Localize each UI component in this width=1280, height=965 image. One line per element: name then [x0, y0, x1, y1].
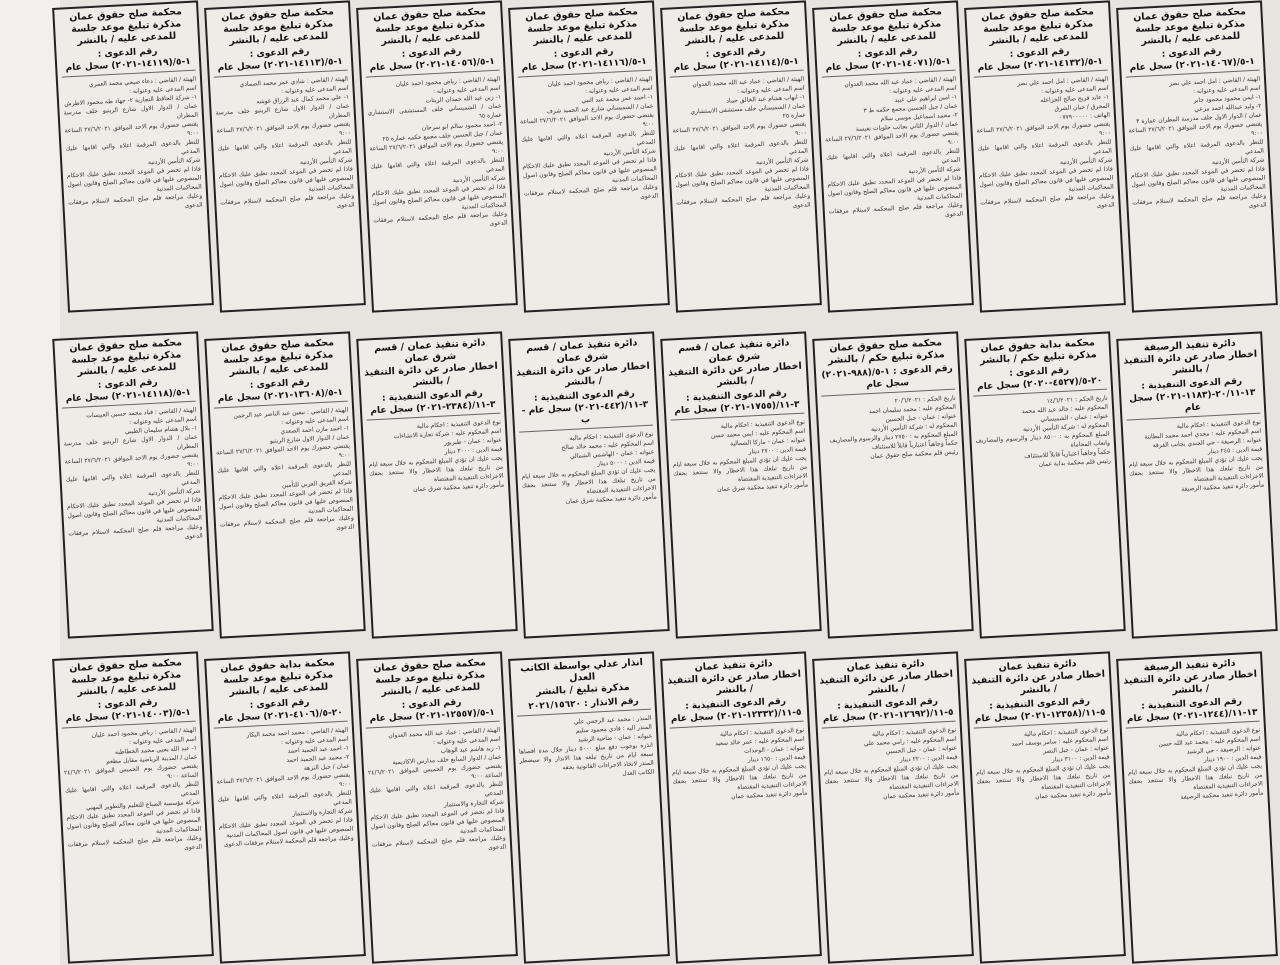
- notice-heading: محكمة صلح حقوق عمان مذكرة تبليغ موعد جلسة للمدعى عليه / بالنشر: [372, 657, 487, 698]
- case-number: رقم الدعوى التنفيذية : ٣-١١/(١٧٥٥-٢٠٢١) سجل عام: [674, 388, 800, 417]
- case-number: رقم الدعوى : ١-٥/(١٤٠٠٣-٢٠٢١) سجل عام: [65, 697, 191, 725]
- notice-heading: محكمة صلح حقوق عمان مذكرة تبليغ موعد جلسة للمدعى عليه / بالنشر: [980, 6, 1095, 47]
- case-number: رقم الدعوى التنفيذية : ٣-١١/(٢٣٨٤-٢٠٢١) سجل عام: [370, 388, 496, 417]
- notice: [508, 331, 670, 638]
- notice-heading: دائرة تنفيذ عمان اخطار صادر عن دائرة التنفيذ / بالنشر: [667, 658, 802, 697]
- notice: [356, 0, 518, 312]
- notice-heading: محكمة صلح حقوق عمان مذكرة تبليغ موعد جلسة للمدعى عليه / بالنشر: [676, 6, 791, 47]
- notice-heading: دائرة تنفيذ الرصيفة اخطار صادر عن دائرة التنفيذ / بالنشر: [1123, 337, 1258, 377]
- notice-body: الهيئة / القاضي : عماد عبد الله محمد العدوان اسم المدعى عليه وعنوانه : ١- زيد هاشم عبد الوهاب عمان / الدوار السابع خلف مدارس الاكاديمية يقتضي حضورك يوم الخميس الموافق ٢٤/٦/٢٠٢١ الساعة ٩:٠٠ للنظر بالدعوى المرقمة اعلاه والتي اقامها عليك المدعي شركة التجارة والاستثمار فاذا لم تحضر في الموعد المحدد تطبق عليك الاحكام المنصوص عليها في قانون محاكم الصلح وقانون اصول المحاكمات المدنية وعليك مراجعة قلم صلح المحكمة لاستلام مرفقات الدعوى: [367, 726, 507, 852]
- notice: [812, 0, 974, 312]
- notice: [660, 651, 822, 963]
- notice-body: الهيئة / القاضي : نيفين عبد الناصر عبد الرحمن اسم المدعى عليه وعنوانه : ١- احمد مازن احمد الصعدي عمان / الدوار الاول شارع الرينبو يقتضي حضورك يوم الاحد الموافق ٢٧/٦/٢٠٢١ الساعة ٩:٠٠ للنظر بالدعوى المرقمة اعلاه والتي اقامها عليك المدعي شركة الفريق العربي للتأمين فاذا لم تحضر في الموعد المحدد تطبق عليك الاحكام المنصوص عليها في قانون محاكم الصلح وقانون اصول المحاكمات المدنية وعليك مراجعة قلم صلح المحكمة لاستلام مرفقات الدعوى: [216, 406, 355, 532]
- notice: [52, 651, 214, 963]
- notice-body: تاريخ الحكم : ١٤/٦/٢٠٢١ المحكوم عليه : خالد عبد الله محمد عنوانه : عمان - الشميساني المحكوم له : شركة التأمين الأردنية المبلغ المحكوم به : ٨٥٠٠ دينار والرسوم والمصاريف واتعاب المحاماة حكماً وجاهياً اعتبارياً قابلاً للاستئناف رئيس قلم محكمة بداية عمان: [975, 394, 1112, 469]
- notice-heading: دائرة تنفيذ الرصيفة اخطار صادر عن دائرة التنفيذ / بالنشر: [1123, 657, 1258, 697]
- notice-heading: محكمة صلح حقوق عمان مذكرة تبليغ موعد جلسة للمدعى عليه / بالنشر: [372, 6, 487, 47]
- case-number: رقم الدعوى التنفيذية : ١٣-١١/(١٢٤٤-٢٠٢١) سجل عام: [1126, 696, 1258, 725]
- notice: [1116, 0, 1278, 312]
- notice-body: الهيئة / القاضي : امل احمد علي نصر اسم المدعى عليه وعنوانه : ١- ايمن محمود محمود جابر ٢- وليد عبدالله احمد مرعي عمان / الدوار الاول خلف مدرسة المطران عمارة ٣ يقتضي حضورك يوم الاحد الموافق ٢٧/٦/٢٠٢١ الساعة ٩:٠٠ للنظر بالدعوى المرقمة اعلاه والتي اقامها عليك المدعي شركة التأمين الأردنية فاذا لم تحضر في الموعد المحدد تطبق عليك الاحكام المنصوص عليها في قانون محاكم الصلح وقانون اصول المحاكمات المدنية وعليك مراجعة قلم صلح المحكمة لاستلام مرفقات الدعوى: [1128, 75, 1267, 210]
- notice: [356, 651, 518, 963]
- case-number: رقم الدعوى : ١-٥/(١٤٠٥٦-٢٠٢١) سجل عام: [369, 46, 495, 74]
- notice-heading: محكمة صلح حقوق عمان مذكرة تبليغ موعد جلسة للمدعى عليه / بالنشر: [68, 657, 183, 698]
- notice-heading: محكمة صلح حقوق عمان مذكرة تبليغ موعد جلسة للمدعى عليه / بالنشر: [1132, 6, 1247, 47]
- notice-body: نوع الدعوى التنفيذية : احكام مالية اسم المحكوم عليه : شركة تجارة الانشاءات عنوانه : عمان - طبربور قيمة الدين : ٣٠٠٠ دينار يجب عليك ان تؤدي المبلغ المحكوم به خلال سبعة ايام من تاريخ تبلغك هذا الاخطار والا ستتخذ بحقك الاجراءات التنفيذية المقتضاة مأمور دائرة تنفيذ محكمة شرق عمان: [368, 418, 505, 494]
- notice-body: الهيئة / القاضي : شادي عمر محمد الصمادي اسم المدعى عليه وعنوانه : ١- علي محمد كمال عبد الرزاق غوشه عمان / الدوار الاول شارع الرينبو خلف مدرسة المطران يقتضي حضورك يوم الاحد الموافق ٢٧/٦/٢٠٢١ الساعة ٩:٠٠ للنظر بالدعوى المرقمة اعلاه والتي اقامها عليك المدعي شركة التأمين الأردنية فاذا لم تحضر في الموعد المحدد تطبق عليك الاحكام المنصوص عليها في قانون محاكم الصلح وقانون اصول المحاكمات المدنية وعليك مراجعة قلم صلح المحكمة لاستلام مرفقات الدعوى: [215, 75, 355, 210]
- notice: [964, 331, 1126, 638]
- notice-body: المنذر : محمد عبد الرحمن علي المنذر اليه : فادي محمود سليم عنوانه : عمان - ضاحية الرشيد انذره بوجوب دفع مبلغ ٥٠٠٠ دينار خلال مدة اقصاها سبعة ايام من تاريخ تبلغه هذا الانذار والا سيضطر المنذر لاتخاذ الاجراءات القانونية بحقه الكاتب العدل: [518, 714, 655, 778]
- notice-body: الهيئة / القاضي : عماد عبد الله محمد العدوان اسم المدعى عليه وعنوانه : ١- امين ابراهيم علي عبيد عمان / جبل الحسين مجمع حكمه ط ٣ ٢- محمد اسماعيل موسى سلام عمان / الدوار الثاني بجانب حلويات نفيسة يقتضي حضورك يوم الاحد الموافق ٢٧/٦/٢٠٢١ الساعة ٩:٠٠ للنظر بالدعوى المرقمة اعلاه والتي اقامها عليك المدعي شركة التأمين الأردنية فاذا لم تحضر في الموعد المحدد تطبق عليك الاحكام المنصوص عليها في قانون محاكم الصلح وقانون اصول المحاكمات المدنية وعليك مراجعة قلم صلح المحكمة لاستلام مرفقات الدعوى: [824, 75, 964, 219]
- case-number: رقم الدعوى : ١-٥/(١٤١٣٢-٢٠٢١) سجل عام: [977, 46, 1103, 74]
- case-number: رقم الدعوى التنفيذية : ٥-١١/(١٢٣٣٢-٢٠٢١) سجل عام: [670, 696, 802, 725]
- case-number: رقم الدعوى : ١-٥/(١٤٠٦٧-٢٠٢١) سجل عام: [1129, 46, 1255, 74]
- notice: [508, 651, 670, 963]
- notice-heading: محكمة صلح حقوق عمان مذكرة تبليغ موعد جلسة للمدعى عليه / بالنشر: [828, 6, 943, 47]
- notice-body: تاريخ الحكم : ٢٠/٦/٢٠٢١ المحكوم عليه : محمد سليمان احمد عنوانه : عمان - جبل الحسين المحكوم له : شركة التأمين الأردنية المبلغ المحكوم به : ٢٧٥٠ دينار والرسوم والمصاريف حكماً وجاهياً اعتبارياً قابلاً للاستئناف رئيس قلم محكمة صلح حقوق عمان: [829, 394, 959, 461]
- notice: [204, 651, 366, 963]
- notice-body: الهيئة / القاضي : دعاء صبحي محمد العمري اسم المدعى عليه وعنوانه : ١- شركة الحافظ التجارية ٢- جهاد طه محمود الاطرش عمان / الدوار الاول شارع الرينبو خلف مدرسة المطران يقتضي حضورك يوم الاحد الموافق ٢٧/٦/٢٠٢١ الساعة ٩:٠٠ للنظر بالدعوى المرقمة اعلاه والتي اقامها عليك المدعي شركة التأمين الأردنية فاذا لم تحضر في الموعد المحدد تطبق عليك الاحكام المنصوص عليها في قانون محاكم الصلح وقانون اصول المحاكمات المدنية وعليك مراجعة قلم صلح المحكمة لاستلام مرفقات الدعوى: [63, 75, 203, 210]
- case-number: رقم الدعوى : ١-٥/(٩٨٨-٢٠٢١) سجل عام: [821, 363, 953, 391]
- notice-heading: محكمة بداية حقوق عمان مذكرة تبليغ حكم / بالنشر: [979, 337, 1097, 367]
- notice-body: نوع الدعوى التنفيذية : احكام مالية اسم المحكوم عليه : سامر يوسف احمد عنوانه : عمان - جبل النصر قيمة الدين : ٣١٠٠ دينار يجب عليك ان تؤدي المبلغ المحكوم به خلال سبعة ايام من تاريخ تبلغك هذا الاخطار والا ستتخذ بحقك الاجراءات التنفيذية المقتضاة مأمور دائرة تنفيذ محكمة عمان: [975, 726, 1112, 801]
- notices-row-1: [60, 4, 1270, 309]
- notice: [812, 651, 974, 963]
- notice: [204, 331, 366, 638]
- case-number: رقم الدعوى : ١-٥/(١٢٥٥٧-٢٠٢١) سجل عام: [369, 697, 495, 725]
- notice-heading: دائرة تنفيذ عمان / قسم شرق عمان اخطار صادر عن دائرة التنفيذ / بالنشر: [667, 337, 803, 389]
- notice: [204, 0, 366, 312]
- notice-heading: محكمة بداية حقوق عمان مذكرة تبليغ موعد جلسة للمدعى عليه / بالنشر: [220, 657, 336, 698]
- notice-body: الهيئة / القاضي : فياد محمد حسين العبيسات اسم المدعى عليه وعنوانه : ١- بلال هشام سليمان الطيبي عمان / الدوار الاول شارع الرينبو خلف مدرسة المطران يقتضي حضورك يوم الاحد الموافق ٢٧/٦/٢٠٢١ الساعة ٩:٠٠ للنظر بالدعوى المرقمة اعلاه والتي اقامها عليك المدعي شركة التأمين الأردنية فاذا لم تحضر في الموعد المحدد تطبق عليك الاحكام المنصوص عليها في قانون محاكم الصلح وقانون اصول المحاكمات المدنية وعليك مراجعة قلم صلح المحكمة لاستلام مرفقات الدعوى: [63, 406, 203, 541]
- notice-heading: محكمة صلح حقوق عمان مذكرة تبليغ موعد جلسة للمدعى عليه / بالنشر: [68, 6, 183, 47]
- case-number: رقم الدعوى : ١-٥/(١٤١١٦-٢٠٢١) سجل عام: [521, 46, 647, 74]
- notice-body: الهيئة / القاضي : امل احمد علي نصر اسم المدعى عليه وعنوانه : ١- عابد فريج صالح الخزاعله المحرق / حيان الشرق الهاتف : ٠٧٧٩٠٠٠٠٠ يقتضي حضورك يوم الاحد الموافق ٢٧/٦/٢٠٢١ الساعة ٩:٠٠ للنظر بالدعوى المرقمة اعلاه والتي اقامها عليك المدعي شركة التأمين الأردنية فاذا لم تحضر في الموعد المحدد تطبق عليك الاحكام المنصوص عليها في قانون محاكم الصلح وقانون اصول المحاكمات المدنية وعليك مراجعة قلم صلح المحكمة لاستلام مرفقات الدعوى: [976, 75, 1115, 210]
- notice-body: نوع الدعوى التنفيذية : احكام مالية اسم المحكوم عليه : رامي محمد علي عنوانه : عمان - جبل الحسين قيمة الدين : ٢٢٠٠ دينار يجب عليك ان تؤدي المبلغ المحكوم به خلال سبعة ايام من تاريخ تبلغك هذا الاخطار والا ستتخذ بحقك الاجراءات التنفيذية المقتضاة مأمور دائرة تنفيذ محكمة عمان: [823, 726, 960, 801]
- notice: [1116, 331, 1278, 638]
- notice: [356, 331, 518, 638]
- notice-body: نوع الدعوى التنفيذية : احكام مالية اسم المحكوم عليه : مجدي احمد محمد البطاينة عنوانه : الرصيفة - حي الجندي بجانب الفرقة قيمة الدين : ٢٤٥ دينار يجب عليك ان تؤدي المبلغ المحكوم به خلال سبعة ايام من تاريخ تبلغك هذا الاخطار والا ستتخذ بحقك الاجراءات التنفيذية المقتضاة مأمور دائرة تنفيذ محكمة الرصيفة: [1128, 418, 1265, 493]
- case-number: رقم الدعوى : ١-٥/(١٤١١٩-٢٠٢١) سجل عام: [65, 46, 191, 74]
- notice-heading: محكمة صلح حقوق عمان مذكرة تبليغ موعد جلسة للمدعى عليه / بالنشر: [220, 6, 335, 47]
- notices-row-3: [60, 655, 1270, 960]
- notice-body: الهيئة / القاضي : رياض محمود احمد عليان اسم المدعى عليه وعنوانه : ١- احمد عمر محمد عبد النبي عمان / الشميساني شارع عبد الحميد شرف يقتضي حضورك يوم الاحد الموافق ٢٧/٦/٢٠٢١ الساعة ٩:٠٠ للنظر بالدعوى المرقمة اعلاه والتي اقامها عليك المدعي شركة التأمين الأردنية فاذا لم تحضر في الموعد المحدد تطبق عليك الاحكام المنصوص عليها في قانون محاكم الصلح وقانون اصول المحاكمات المدنية وعليك مراجعة قلم صلح المحكمة لاستلام مرفقات الدعوى: [519, 75, 659, 201]
- case-number: رقم الانذار : ٢٠٢١/١٥٦٢٠: [528, 696, 640, 713]
- notice-heading: دائرة تنفيذ عمان اخطار صادر عن دائرة التنفيذ / بالنشر: [971, 658, 1106, 697]
- case-number: رقم الدعوى : ١-٥/(١٤١١٣-٢٠٢١) سجل عام: [217, 46, 343, 74]
- case-number: رقم الدعوى : ١-٥/(١٤١١٨-٢٠٢١) سجل عام: [65, 377, 192, 405]
- notice-heading: انذار عدلي بواسطة الكاتب العدل مذكرة تبليغ / بالنشر: [519, 656, 644, 698]
- notice-heading: دائرة تنفيذ عمان / قسم شرق عمان اخطار صادر عن دائرة التنفيذ / بالنشر: [515, 337, 651, 389]
- notice-heading: محكمة صلح حقوق عمان مذكرة تبليغ موعد جلسة للمدعى عليه / بالنشر: [221, 337, 335, 378]
- notice-body: نوع الدعوى التنفيذية : احكام مالية اسم المحكوم عليه : ايمن محمد حسن عنوانه : عمان - ماركا الشمالية قيمة الدين : ٢٧٠٠ دينار يجب عليك ان تؤدي المبلغ المحكوم به خلال سبعة ايام من تاريخ تبلغك هذا الاخطار والا ستتخذ بحقك الاجراءات التنفيذية المقتضاة مأمور دائرة تنفيذ محكمة شرق عمان: [672, 418, 809, 494]
- notice-heading: محكمة صلح حقوق عمان مذكرة تبليغ موعد جلسة للمدعى عليه / بالنشر: [524, 6, 639, 47]
- notice: [52, 331, 214, 638]
- notice: [964, 651, 1126, 963]
- notices-row-2: [60, 335, 1270, 635]
- notice-heading: محكمة صلح حقوق عمان مذكرة تبليغ موعد جلسة للمدعى عليه / بالنشر: [69, 337, 183, 378]
- notice: [1116, 651, 1278, 963]
- notice-heading: دائرة تنفيذ عمان اخطار صادر عن دائرة التنفيذ / بالنشر: [819, 658, 954, 697]
- case-number: رقم الدعوى التنفيذية : ٥-١١/(١٢٣٥٨-٢٠٢١) سجل عام: [974, 696, 1106, 725]
- page-margin: [0, 0, 60, 965]
- notice: [660, 331, 822, 638]
- notice: [964, 0, 1126, 312]
- notice-body: الهيئة / القاضي : رياض محمود احمد عليان اسم المدعى عليه وعنوانه : ١- عبد الله يحيى محمد الخطاطبه عمان / المدينة الرياضية مقابل مطعم يقتضي حضورك يوم الخميس الموافق ٢٤/٦/٢٠٢١ الساعة ٩:٠٠ للنظر بالدعوى المرقمة اعلاه والتي اقامها عليك المدعي شركة مؤسسة الصباغ للتعليم والتطوير المهني فاذا لم تحضر في الموعد المحدد تطبق عليك الاحكام المنصوص عليها في قانون محاكم الصلح وقانون اصول المحاكمات المدنية وعليك مراجعة قلم صلح المحكمة لاستلام مرفقات الدعوى: [63, 726, 203, 852]
- notice-body: نوع الدعوى التنفيذية : احكام مالية اسم المحكوم عليه : محمد خالد صالح عنوانه : عمان - الهاشمي الشمالي قيمة الدين : ٥٠٠٠ دينار يجب عليك ان تؤدي المبلغ المحكوم به خلال سبعة ايام من تاريخ تبلغك هذا الاخطار والا ستتخذ بحقك الاجراءات التنفيذية المقتضاة مأمور دائرة تنفيذ محكمة شرق عمان: [521, 430, 657, 506]
- notice-heading: دائرة تنفيذ عمان / قسم شرق عمان اخطار صادر عن دائرة التنفيذ / بالنشر: [363, 337, 499, 389]
- notice-body: الهيئة / القاضي : محمد احمد محمد البكار اسم المدعى عليه وعنوانه : ١- احمد عبد الحميد احمد ٢- محمد عبد الحميد احمد عمان / جبل النزهة يقتضي حضورك يوم الاحد الموافق ٢٧/٦/٢٠٢١ الساعة ٩:٠٠ للنظر بالدعوى المرقمة اعلاه والتي اقامها عليك المدعي شركة التجارة والاستثمار فاذا لم تحضر في الموعد المحدد تطبق عليك الاحكام المنصوص عليها في قانون اصول المحاكمات المدنية وعليك مراجعة قلم المحكمة لاستلام مرفقات الدعوى: [216, 726, 354, 849]
- notice: [52, 0, 214, 312]
- notice-heading: محكمة صلح حقوق عمان مذكرة تبليغ حكم / بالنشر: [827, 337, 945, 367]
- notice: [508, 0, 670, 312]
- case-number: رقم الدعوى : ١-٥/(١٤٠٧١-٢٠٢١) سجل عام: [825, 46, 951, 74]
- notice: [660, 0, 822, 312]
- case-number: رقم الدعوى التنفيذية : ٥-١١/(١٢٦٩٢-٢٠٢١) سجل عام: [822, 696, 954, 725]
- case-number: رقم الدعوى : ٢٠-٥/(٤٥٢٧-٢٠٢٠) سجل عام: [976, 365, 1103, 393]
- notice-body: الهيئة / القاضي : عماد عبد الله محمد العدوان اسم المدعى عليه وعنوانه : ١- ايهاب هشام عبد الخالق حماد عمان / الشميساني خلف مستشفى الاستشاري عمارة ٢٥ يقتضي حضورك يوم الاحد الموافق ٢٧/٦/٢٠٢١ الساعة ٩:٠٠ للنظر بالدعوى المرقمة اعلاه والتي اقامها عليك المدعي شركة التأمين الأردنية فاذا لم تحضر في الموعد المحدد تطبق عليك الاحكام المنصوص عليها في قانون محاكم الصلح وقانون اصول المحاكمات المدنية وعليك مراجعة قلم صلح المحكمة لاستلام مرفقات الدعوى: [672, 75, 811, 210]
- case-number: رقم الدعوى التنفيذية : ٣-١١/(٤٤٢-٢٠٢١) سجل عام - ب: [521, 388, 649, 426]
- case-number: رقم الدعوى : ١-٥/(١٣٦٠٨-٢٠٢١) سجل عام: [217, 377, 344, 405]
- case-number: رقم الدعوى : ٢٠-٥/(٤١٠٦-٢٠٢١) سجل عام: [217, 697, 344, 725]
- notice-body: نوع الدعوى التنفيذية : احكام مالية اسم المحكوم عليه : محمد عبد الله حسن عنوانه : الرصيفة - حي الرشيد قيمة الدين : ١٩٠٠ دينار يجب عليك ان تؤدي المبلغ المحكوم به خلال سبعة ايام من تاريخ تبلغك هذا الاخطار والا ستتخذ بحقك الاجراءات التنفيذية المقتضاة مأمور دائرة تنفيذ محكمة الرصيفة: [1127, 726, 1264, 801]
- notice-body: نوع الدعوى التنفيذية : احكام مالية اسم المحكوم عليه : عمر خالد سعيد عنوانه : عمان - الوحدات قيمة الدين : ١٦٥٠ دينار يجب عليك ان تؤدي المبلغ المحكوم به خلال سبعة ايام من تاريخ تبلغك هذا الاخطار والا ستتخذ بحقك الاجراءات التنفيذية المقتضاة مأمور دائرة تنفيذ محكمة عمان: [671, 726, 808, 801]
- case-number: رقم الدعوى : ١-٥/(١٤١١٤-٢٠٢١) سجل عام: [673, 46, 799, 74]
- notice-body: الهيئة / القاضي : رياض محمود احمد عليان اسم المدعى عليه وعنوانه : ١- زين عبد الله حمدان الزيتات عمان / الشميساني خلف المستشفى الاستشاري عمارة ٦٥ ٢- احمد محمود سالم ابو سرحان عمان / جبل الحسين خلف مجمع حكمه عمارة ٢٥ يقتضي حضورك يوم الاحد الموافق ٢٧/٦/٢٠٢١ الساعة ٩:٠٠ للنظر بالدعوى المرقمة اعلاه والتي اقامها عليك المدعي شركة التأمين الأردنية فاذا لم تحضر في الموعد المحدد تطبق عليك الاحكام المنصوص عليها في قانون محاكم الصلح وقانون اصول المحاكمات المدنية وعليك مراجعة قلم صلح المحكمة لاستلام مرفقات الدعوى: [367, 75, 508, 228]
- notice: [812, 331, 974, 638]
- case-number: رقم الدعوى التنفيذية : ١٣-٢٠/١١-(١١٨٣-٢٠٢١) سجل عام: [1129, 376, 1256, 414]
